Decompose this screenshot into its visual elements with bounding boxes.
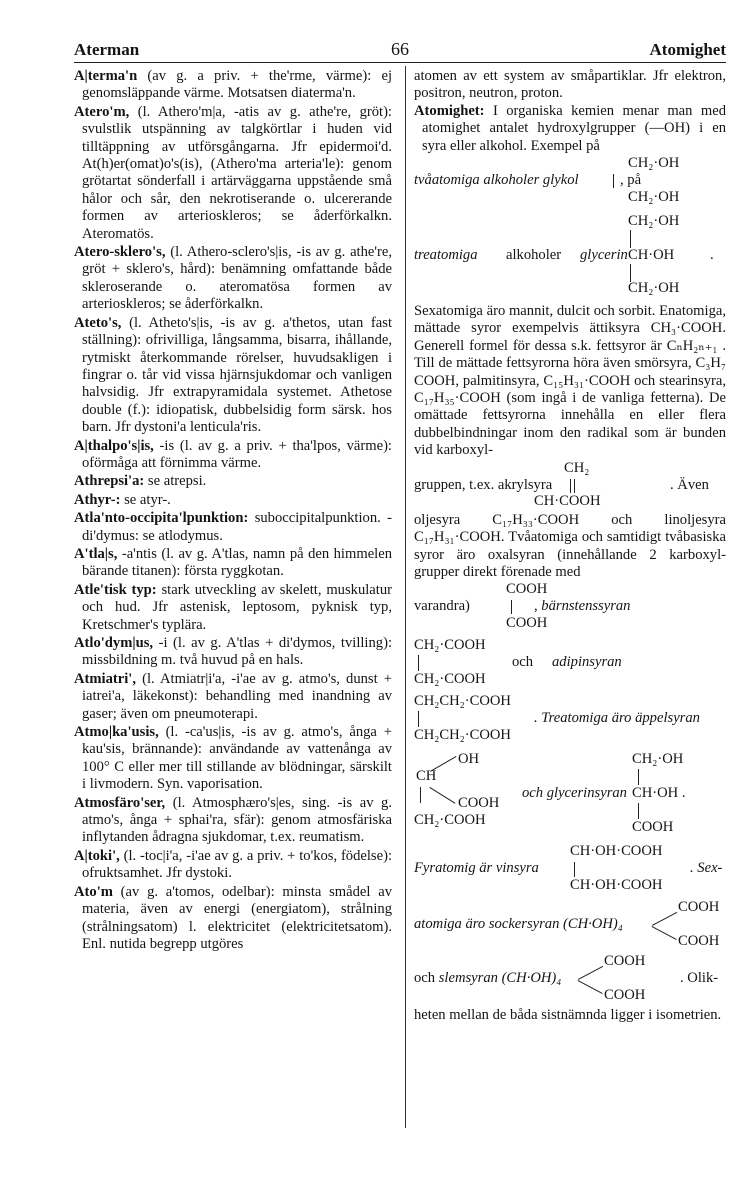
header-right-guide-word: Atomighet bbox=[649, 40, 726, 59]
formula-text: CH₂·COOH bbox=[414, 671, 486, 688]
formula-label: Fyratomig är vinsyra bbox=[414, 860, 539, 877]
formula-punct: . bbox=[710, 247, 714, 264]
double-bond-line bbox=[574, 479, 575, 493]
definition: (l. -ca'us|is, -is av g. atmo's, ånga + kau'sis, brännande): användande av vattenånga av 100° C eller mer till stillande av blödningar, särskilt i livmodern. Syn. vaporisation. bbox=[82, 724, 392, 793]
bond-line bbox=[652, 926, 677, 940]
definition: (l. -toc|i'a, -i'ae av g. a priv. + to'kos, födelse): ofruktsamhet. Jfr dystoki. bbox=[82, 847, 392, 882]
formula-label: adipinsyran bbox=[552, 654, 622, 671]
double-bond-line bbox=[570, 479, 571, 493]
formula-text: COOH bbox=[604, 953, 646, 970]
sockersyra-formula bbox=[414, 899, 726, 951]
entry-atmokausis bbox=[74, 724, 392, 794]
formula-text: COOH bbox=[604, 987, 646, 1004]
entry-aterman bbox=[74, 68, 392, 103]
formula-text: CH₂·OH bbox=[628, 280, 680, 297]
formula-label: , bärnstenssyran bbox=[534, 598, 631, 615]
bond-line bbox=[578, 980, 603, 994]
formula-suffix: . Även bbox=[670, 476, 709, 493]
formula-text: COOH bbox=[678, 899, 720, 916]
formula-suffix: , på bbox=[620, 172, 642, 189]
slemsyra-formula bbox=[414, 953, 726, 1005]
running-header bbox=[74, 34, 726, 60]
headword: Athyr-: bbox=[74, 491, 121, 508]
formula-text: COOH bbox=[458, 795, 500, 812]
definition: se atyr-. bbox=[120, 491, 171, 508]
bond-line bbox=[418, 655, 419, 671]
glycerinsyra-formula bbox=[414, 751, 726, 839]
entry-atmosfaroser bbox=[74, 795, 392, 847]
formula-label: och slemsyran (CH·OH)₄ bbox=[414, 970, 562, 987]
formula-label: atomiga äro sockersyran (CH·OH)₄ bbox=[414, 916, 623, 933]
headword: A'tla|s, bbox=[74, 545, 118, 562]
paragraph-fettsyror: Sexatomiga äro mannit, dulcit och sorbit. Enatomiga, mättade syror exempelvis ättiksyra CH₃·COOH. Generell formel för dessa s.k. fettsyror är CₙH₂ₙ₊₁ . Till de mättade fettsyrorna höra även smörsyra, C₃H₇ COOH, palmitinsyra, C₁₅H₃₁·COOH och stearinsyra, C₁₇H₃₅·COOH (som ingå i de vanliga fetterna). De omättade fettsyrorna innehålla en eller flera dubbelbindningar inom den radikal som är bunden vid karboxyl- bbox=[414, 303, 726, 459]
entry-atlodymus bbox=[74, 635, 392, 670]
definition: (l. Athero-sclero's|is, -is av g. athe're, gröt + sklero's, hård): benämning omfattande både skleroserande o. ateromatösa formen av arterioskleros; se åderförkalkn. bbox=[82, 244, 392, 313]
definition: -i (l. av g. A'tlas + di'dymos, tvilling): missbildning m. två huvud på en hals. bbox=[82, 635, 392, 669]
entry-ateroskleros bbox=[74, 244, 392, 314]
headword: Atla'nto-occipita'lpunktion: bbox=[74, 510, 249, 527]
bond-line bbox=[638, 803, 639, 819]
formula-text: CH·COOH bbox=[534, 492, 601, 509]
formula-label: och bbox=[512, 654, 534, 671]
formula-text: CH bbox=[416, 768, 437, 785]
header-rule bbox=[74, 62, 726, 63]
definition: suboccipitalpunktion. -di'dymus: se atlodymus. bbox=[82, 510, 392, 544]
definition: (l. Atheto's|is, -is av g. a'thetos, utan fast ställning): ofrivilliga, långsamma, bisarra, ihållande, rytmiskt återkommande rörelser, huvudsakligen i fingrar o. tår vid vissa hjärnsjukdomar och vanligen halvsidig. Jfr extrapyramidala systemet. Athetose double (f.): idiopatisk, dubbelsidig form särsk. hos barn. Jfr dystoni'a lenticula'ris. bbox=[82, 314, 392, 436]
formula-label: alkoholer bbox=[506, 247, 562, 264]
formula-text: COOH bbox=[506, 615, 548, 632]
entry-atlas bbox=[74, 546, 392, 581]
formula-text: CH·OH bbox=[628, 247, 675, 264]
vinsyra-formula bbox=[414, 843, 726, 897]
headword: Atlo'dym|us, bbox=[74, 635, 154, 651]
formula-text: OH bbox=[458, 751, 480, 768]
bond-line bbox=[574, 862, 575, 877]
definition: (l. Atmosphæro's|es, sing. -is av g. atmo's, ånga + sphai'ra, sfär): genom atmosfäriska inflytanden ådragna sjukdomar, t.ex. reumatism. bbox=[82, 794, 392, 846]
formula-text: CH₂CH₂·COOH bbox=[414, 693, 511, 710]
definition: (l. Atmiatr|i'a, -i'ae av g. atmo's, dunst + iatrei'a, läkekonst): behandling med inandning av gaser; även om pneumoterapi. bbox=[82, 670, 392, 722]
definition: -a'ntis (l. av g. A'tlas, namn på den himmelen bärande titanen): första ryggkotan. bbox=[82, 545, 392, 580]
bond-line bbox=[652, 912, 677, 926]
definition: (l. Athero'm|a, -atis av g. athe're, gröt): svulstlik utspänning av talgkörtlar i huden vid tilltäppning av utförsgångarna. Jfr epidermoi'd. At(h)er(omat)o's(is), (Athero'ma arteria'le): genom grötartat sönderfall i artärväggarna uppstående små hålor och sår, den nekrotiserande o. ulcererande formen av arterioskleros; se åderförkalkn. Ateromatös. bbox=[82, 103, 392, 242]
akrylsyra-formula bbox=[414, 460, 726, 510]
formula-suffix: . Olik- bbox=[680, 970, 719, 987]
formula-text: CH₂·OH bbox=[628, 213, 680, 230]
bond-line bbox=[630, 230, 631, 248]
entry-athyr bbox=[74, 492, 392, 509]
formula-text: CH₂·OH bbox=[628, 155, 680, 172]
left-column bbox=[74, 68, 392, 954]
bond-line bbox=[418, 711, 419, 727]
formula-text: CH₂·OH bbox=[632, 751, 684, 768]
headword: Atmo|ka'usis, bbox=[74, 724, 159, 741]
formula-text: CH₂·COOH bbox=[414, 637, 486, 654]
formula-label: treatomiga bbox=[414, 247, 478, 264]
entry-atlanto-occipital bbox=[74, 510, 392, 545]
formula-label: och glycerinsyran bbox=[522, 785, 627, 802]
bond-line bbox=[578, 966, 603, 980]
headword: Atero'm, bbox=[74, 103, 130, 120]
bond-line bbox=[511, 600, 512, 614]
headword: Atero-sklero's, bbox=[74, 244, 166, 261]
entry-atom bbox=[74, 884, 392, 954]
column-divider bbox=[405, 66, 406, 1128]
headword: Athrepsi'a: bbox=[74, 473, 145, 490]
glycol-formula bbox=[414, 155, 726, 207]
entry-atomighet bbox=[414, 103, 726, 155]
headword: Atomighet: bbox=[414, 102, 485, 119]
page-number: 66 bbox=[391, 39, 409, 59]
headword: Ato'm bbox=[74, 883, 113, 900]
bond-line bbox=[613, 174, 614, 188]
headword: Atmosfäro'ser, bbox=[74, 794, 166, 811]
headword: Atmiatri', bbox=[74, 670, 137, 687]
right-column bbox=[414, 68, 726, 1025]
headword: Atle'tisk typ: bbox=[74, 581, 157, 598]
formula-text: CH₂CH₂·COOH bbox=[414, 727, 511, 744]
definition: stark utveckling av skelett, muskulatur och hud. Jfr astenisk, leptosom, pyknisk typ, Kretschmer's typlära. bbox=[82, 581, 392, 633]
formula-text: COOH bbox=[632, 819, 674, 836]
headword: A|thalpo's|is, bbox=[74, 437, 154, 454]
entry-athrepsia bbox=[74, 473, 392, 490]
formula-label: . Treatomiga äro äppelsyran bbox=[534, 710, 700, 727]
glycerin-formula bbox=[414, 213, 726, 297]
header-left-guide-word: Aterman bbox=[74, 40, 140, 59]
formula-text: CH₂ bbox=[564, 459, 590, 476]
oxalsyra-formula bbox=[414, 581, 726, 633]
bond-line bbox=[638, 769, 639, 785]
formula-text: COOH bbox=[678, 933, 720, 950]
definition: -is (l. av g. a priv. + tha'lpos, värme): oförmåga att förnimma värme. bbox=[82, 437, 392, 471]
formula-label: glycerin bbox=[580, 247, 628, 264]
formula-text: CH·OH·COOH bbox=[570, 877, 663, 894]
bond-line bbox=[429, 787, 455, 804]
entry-athalpos bbox=[74, 438, 392, 473]
headword: Ateto's, bbox=[74, 314, 122, 331]
appelsyra-formula bbox=[414, 693, 726, 747]
formula-label: gruppen, t.ex. akrylsyra bbox=[414, 476, 553, 493]
formula-label: varandra) bbox=[414, 598, 470, 615]
entry-aterom bbox=[74, 104, 392, 243]
definition: I organiska kemien menar man med atomighet antalet hydroxylgrupper (—OH) i en syra eller alkohol. Exempel på bbox=[422, 102, 726, 154]
entry-atletisk-typ bbox=[74, 582, 392, 634]
adipinsyra-formula bbox=[414, 637, 726, 691]
formula-suffix: . Sex- bbox=[690, 860, 723, 877]
formula-text: CH₂·OH bbox=[628, 189, 680, 206]
entry-atetos bbox=[74, 315, 392, 437]
bond-line bbox=[420, 787, 421, 803]
entry-atoki bbox=[74, 848, 392, 883]
formula-text: CH·OH·COOH bbox=[570, 843, 663, 860]
definition: (av g. a'tomos, odelbar): minsta smådel av materia, även av energi (energiatom), strålning (strålningsatom) l. elektricitet (elektricitetsatom). Enl. nutida begrepp utgöres bbox=[82, 883, 392, 952]
headword: A|terma'n bbox=[74, 68, 138, 84]
definition: se atrepsi. bbox=[144, 473, 207, 490]
closing-paragraph: heten mellan de båda sistnämnda ligger i isometrien. bbox=[414, 1007, 722, 1024]
definition: (av g. a priv. + the'rme, värme): ej genomsläppande värme. Motsatsen diaterma'n. bbox=[82, 68, 392, 102]
entry-atmiatri bbox=[74, 671, 392, 723]
continued-paragraph: atomen av ett system av småpartiklar. Jfr elektron, positron, neutron, proton. bbox=[414, 68, 726, 102]
paragraph-oljesyra: oljesyra C₁₇H₃₃·COOH och linoljesyra C₁₇H₃₁·COOH. Tvåatomiga och samtidigt tvåbasiska syror äro oxalsyran (innehållande 2 karboxyl-grupper direkt förenade med bbox=[414, 511, 726, 580]
formula-text: CH₂·COOH bbox=[414, 812, 486, 829]
formula-text: COOH bbox=[506, 581, 548, 598]
formula-label: tvåatomiga alkoholer glykol bbox=[414, 172, 579, 189]
headword: A|toki', bbox=[74, 847, 120, 864]
formula-text: CH·OH . bbox=[632, 785, 686, 802]
